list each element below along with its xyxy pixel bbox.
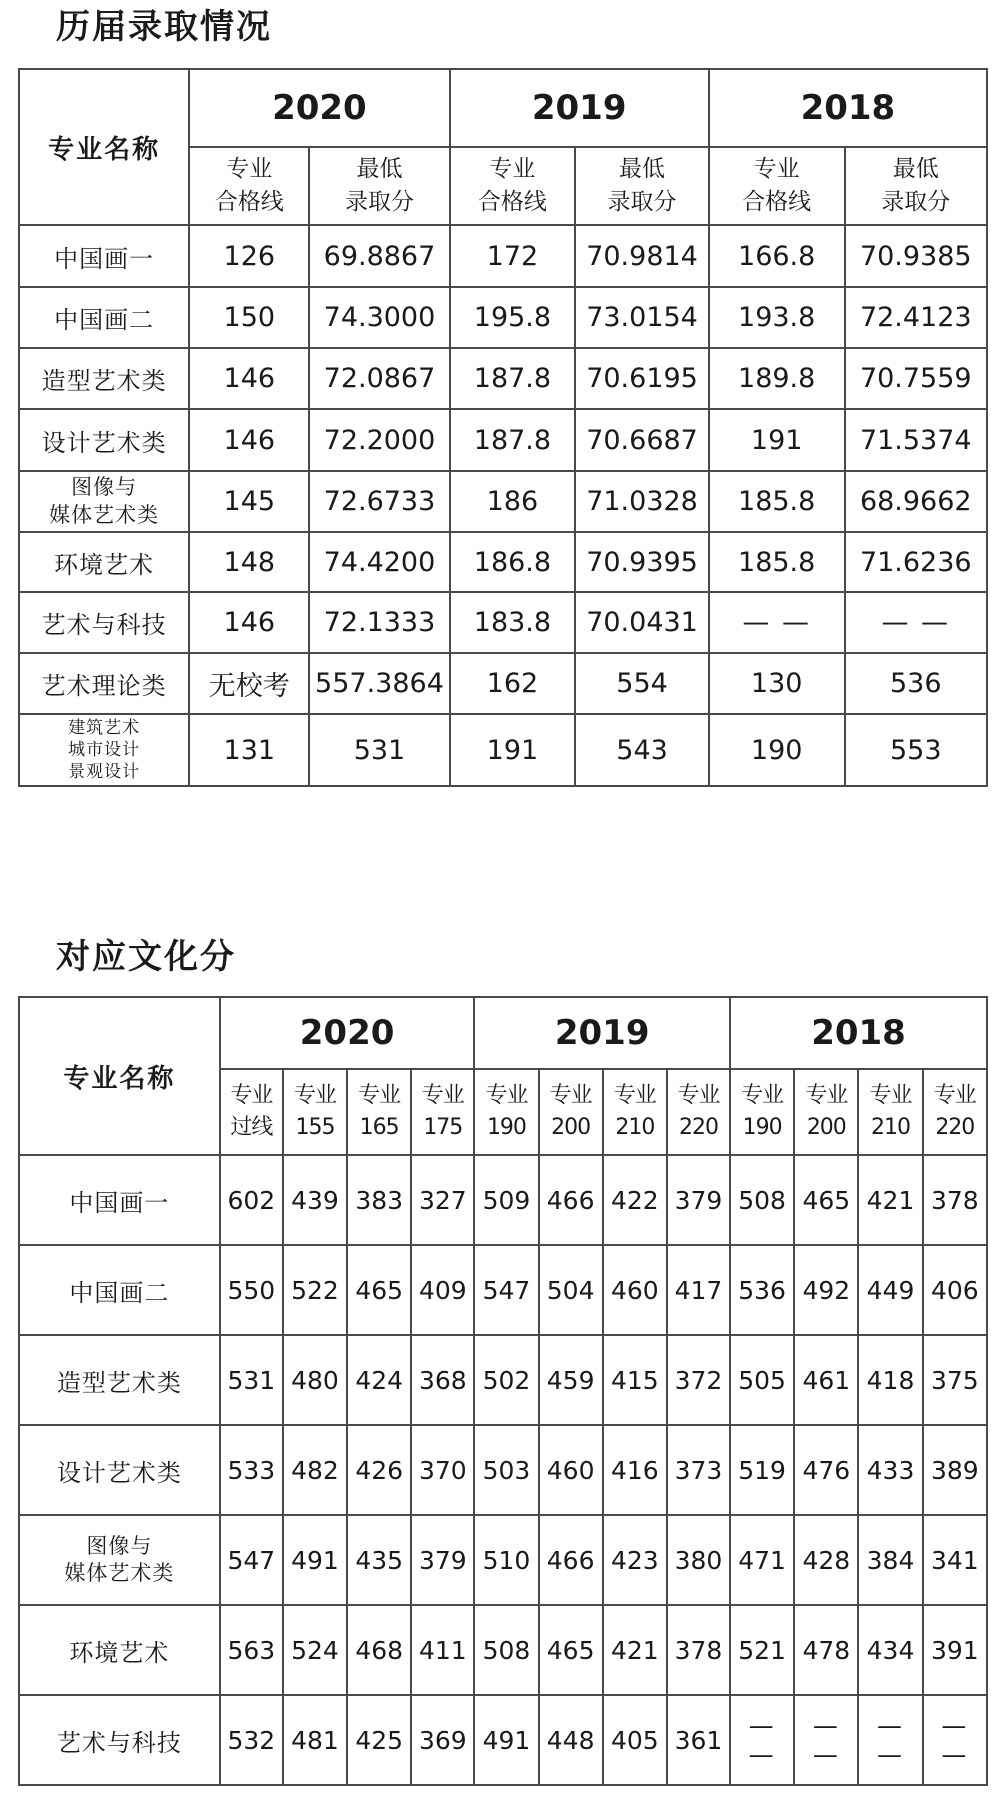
subheader-line: 专业 — [741, 1083, 784, 1109]
value-cell: 550 — [220, 1245, 283, 1335]
table-row — [19, 1515, 987, 1605]
value-cell: 465 — [347, 1245, 411, 1335]
subheader-cell — [603, 1069, 667, 1155]
value-cell: 508 — [474, 1605, 538, 1695]
value-cell: 383 — [347, 1155, 411, 1245]
value-cell: 146 — [189, 592, 309, 653]
value-cell: 166.8 — [709, 225, 845, 287]
subheader-cell — [539, 1069, 603, 1155]
value-cell: 70.6687 — [575, 409, 709, 471]
value-cell: — — — [794, 1695, 858, 1785]
subheader-line: 专业 — [805, 1083, 848, 1109]
value-cell: 465 — [794, 1155, 858, 1245]
subheader-line: 190 — [742, 1115, 782, 1140]
value-cell: — — — [923, 1695, 987, 1785]
row-name-cell — [19, 714, 189, 786]
row-name-line: 景观设计 — [68, 762, 141, 783]
value-cell: 146 — [189, 409, 309, 471]
table-row — [19, 532, 987, 592]
subheader-line: 155 — [295, 1115, 335, 1140]
value-cell: 341 — [923, 1515, 987, 1605]
table-row — [19, 653, 987, 714]
subheader-line: 专业 — [677, 1083, 720, 1109]
subheader-cell — [923, 1069, 987, 1155]
value-cell: 72.1333 — [309, 592, 449, 653]
subheader-line: 录取分 — [881, 189, 951, 215]
table-row — [19, 1425, 987, 1515]
subheader-line: 190 — [486, 1115, 526, 1140]
row-name-line: 中国画一 — [54, 244, 155, 273]
subheader-cell — [450, 147, 576, 225]
value-cell: 369 — [411, 1695, 474, 1785]
row-name-cell — [19, 471, 189, 532]
value-cell: 508 — [730, 1155, 794, 1245]
value-cell: 461 — [794, 1335, 858, 1425]
table-row — [19, 1695, 987, 1785]
value-cell: 492 — [794, 1245, 858, 1335]
value-cell: 547 — [220, 1515, 283, 1605]
value-cell: 183.8 — [450, 592, 576, 653]
value-cell: 379 — [411, 1515, 474, 1605]
value-cell: 480 — [283, 1335, 347, 1425]
value-cell: 185.8 — [709, 532, 845, 592]
value-cell: 434 — [858, 1605, 922, 1695]
subheader-line: 专业 — [230, 1083, 273, 1109]
subheader-cell — [220, 1069, 283, 1155]
value-cell: 72.2000 — [309, 409, 449, 471]
value-cell: 415 — [603, 1335, 667, 1425]
row-name-line: 中国画二 — [69, 1278, 170, 1307]
value-cell: 476 — [794, 1425, 858, 1515]
value-cell: 69.8867 — [309, 225, 449, 287]
value-cell: 70.7559 — [845, 348, 987, 409]
value-cell: 439 — [283, 1155, 347, 1245]
value-cell: 368 — [411, 1335, 474, 1425]
row-name-line: 造型艺术类 — [41, 367, 167, 395]
admission-history-table — [18, 68, 988, 787]
value-cell: 无校考 — [189, 653, 309, 714]
value-cell: 524 — [283, 1605, 347, 1695]
table-row — [19, 1245, 987, 1335]
value-cell: 74.4200 — [309, 532, 449, 592]
value-cell: 172 — [450, 225, 576, 287]
row-name-cell — [19, 1335, 220, 1425]
subheader-line: 专业 — [753, 155, 800, 182]
value-cell: 459 — [539, 1335, 603, 1425]
table-row — [19, 1605, 987, 1695]
value-cell: 519 — [730, 1425, 794, 1515]
subheader-line: 210 — [871, 1115, 911, 1140]
value-cell: 185.8 — [709, 471, 845, 532]
value-cell: 531 — [220, 1335, 283, 1425]
value-cell: 71.0328 — [575, 471, 709, 532]
value-cell: 471 — [730, 1515, 794, 1605]
year-header: 2019 — [450, 69, 709, 147]
value-cell: 411 — [411, 1605, 474, 1695]
value-cell: 536 — [845, 653, 987, 714]
value-cell: 421 — [858, 1155, 922, 1245]
subheader-line: 最低 — [356, 155, 403, 182]
admission-history-title: 历届录取情况 — [56, 7, 272, 47]
subheader-cell — [309, 147, 449, 225]
value-cell: 505 — [730, 1335, 794, 1425]
table-row — [19, 1155, 987, 1245]
subheader-line: 合格线 — [214, 189, 284, 215]
value-cell: 460 — [539, 1425, 603, 1515]
value-cell: 510 — [474, 1515, 538, 1605]
table-row — [19, 1335, 987, 1425]
value-cell: 70.9395 — [575, 532, 709, 592]
value-cell: 130 — [709, 653, 845, 714]
value-cell: 391 — [923, 1605, 987, 1695]
value-cell: 187.8 — [450, 409, 576, 471]
value-cell: 465 — [539, 1605, 603, 1695]
subheader-cell — [411, 1069, 474, 1155]
table-row — [19, 592, 987, 653]
subheader-line: 录取分 — [607, 189, 677, 215]
value-cell: 72.6733 — [309, 471, 449, 532]
row-name-line: 环境艺术 — [69, 1638, 170, 1667]
value-cell: 70.6195 — [575, 348, 709, 409]
value-cell: 478 — [794, 1605, 858, 1695]
subheader-line: 专业 — [933, 1083, 976, 1109]
value-cell: 406 — [923, 1245, 987, 1335]
value-cell: — — — [858, 1695, 922, 1785]
value-cell: 424 — [347, 1335, 411, 1425]
row-name-cell — [19, 409, 189, 471]
row-name-line: 建筑艺术 — [68, 717, 141, 738]
value-cell: 70.9814 — [575, 225, 709, 287]
subheader-cell — [794, 1069, 858, 1155]
value-cell: 187.8 — [450, 348, 576, 409]
value-cell: 553 — [845, 714, 987, 786]
subheader-line: 220 — [678, 1115, 718, 1140]
row-name-line: 图像与 — [86, 1533, 153, 1558]
row-name-line: 城市设计 — [68, 739, 141, 760]
value-cell: 70.0431 — [575, 592, 709, 653]
row-name-cell — [19, 287, 189, 348]
year-header: 2018 — [730, 997, 987, 1069]
value-cell: 372 — [667, 1335, 730, 1425]
value-cell: — — — [730, 1695, 794, 1785]
value-cell: 327 — [411, 1155, 474, 1245]
value-cell: 449 — [858, 1245, 922, 1335]
value-cell: 380 — [667, 1515, 730, 1605]
value-cell: — — — [709, 592, 845, 653]
subheader-cell — [347, 1069, 411, 1155]
row-name-line: 艺术与科技 — [41, 611, 167, 639]
value-cell: 481 — [283, 1695, 347, 1785]
row-name-cell — [19, 1155, 220, 1245]
table-row — [19, 225, 987, 287]
value-cell: 428 — [794, 1515, 858, 1605]
subheader-line: 录取分 — [344, 189, 414, 215]
subheader-line: 210 — [615, 1115, 655, 1140]
value-cell: 71.5374 — [845, 409, 987, 471]
value-cell: 186 — [450, 471, 576, 532]
culture-score-table — [18, 996, 988, 1786]
value-cell: 409 — [411, 1245, 474, 1335]
value-cell: 191 — [709, 409, 845, 471]
row-name-line: 造型艺术类 — [56, 1368, 182, 1397]
value-cell: 466 — [539, 1155, 603, 1245]
value-cell: 503 — [474, 1425, 538, 1515]
table-row — [19, 287, 987, 348]
value-cell: 131 — [189, 714, 309, 786]
row-name-line: 环境艺术 — [54, 550, 155, 579]
row-name-line: 图像与 — [71, 475, 138, 500]
subheader-line: 175 — [423, 1115, 463, 1140]
major-name-header: 专业名称 — [19, 69, 189, 225]
subheader-line: 专业 — [485, 1083, 528, 1109]
subheader-line: 合格线 — [477, 189, 547, 215]
year-header: 2020 — [189, 69, 449, 147]
subheader-line: 专业 — [358, 1083, 401, 1109]
row-name-cell — [19, 653, 189, 714]
row-name-line: 设计艺术类 — [41, 428, 167, 457]
value-cell: 361 — [667, 1695, 730, 1785]
value-cell: 557.3864 — [309, 653, 449, 714]
value-cell: 74.3000 — [309, 287, 449, 348]
value-cell: 150 — [189, 287, 309, 348]
value-cell: 448 — [539, 1695, 603, 1785]
value-cell: 416 — [603, 1425, 667, 1515]
value-cell: 68.9662 — [845, 471, 987, 532]
subheader-line: 专业 — [421, 1083, 464, 1109]
subheader-line: 合格线 — [742, 189, 812, 215]
value-cell: 370 — [411, 1425, 474, 1515]
value-cell: 384 — [858, 1515, 922, 1605]
major-name-header: 专业名称 — [19, 997, 220, 1155]
subheader-line: 专业 — [226, 155, 273, 182]
value-cell: 422 — [603, 1155, 667, 1245]
row-name-line: 艺术与科技 — [56, 1728, 182, 1757]
subheader-line: 专业 — [489, 155, 536, 182]
value-cell: 373 — [667, 1425, 730, 1515]
subheader-line: 最低 — [892, 155, 939, 182]
subheader-cell — [575, 147, 709, 225]
row-name-cell — [19, 1425, 220, 1515]
value-cell: 72.4123 — [845, 287, 987, 348]
row-name-cell — [19, 348, 189, 409]
value-cell: 146 — [189, 348, 309, 409]
value-cell: 460 — [603, 1245, 667, 1335]
value-cell: 189.8 — [709, 348, 845, 409]
row-name-cell — [19, 1245, 220, 1335]
value-cell: 378 — [667, 1605, 730, 1695]
row-name-cell — [19, 1515, 220, 1605]
subheader-line: 200 — [551, 1115, 591, 1140]
value-cell: 421 — [603, 1605, 667, 1695]
value-cell: 533 — [220, 1425, 283, 1515]
value-cell: 509 — [474, 1155, 538, 1245]
subheader-line: 最低 — [619, 155, 666, 182]
row-name-line: 媒体艺术类 — [64, 1561, 175, 1585]
subheader-line: 220 — [935, 1115, 975, 1140]
year-header: 2020 — [220, 997, 475, 1069]
value-cell: 543 — [575, 714, 709, 786]
value-cell: 195.8 — [450, 287, 576, 348]
value-cell: 375 — [923, 1335, 987, 1425]
value-cell: 191 — [450, 714, 576, 786]
value-cell: 148 — [189, 532, 309, 592]
value-cell: 532 — [220, 1695, 283, 1785]
value-cell: — — — [845, 592, 987, 653]
subheader-line: 165 — [359, 1115, 399, 1140]
subheader-cell — [845, 147, 987, 225]
subheader-cell — [189, 147, 309, 225]
value-cell: 536 — [730, 1245, 794, 1335]
value-cell: 389 — [923, 1425, 987, 1515]
subheader-line: 200 — [806, 1115, 846, 1140]
culture-score-title: 对应文化分 — [56, 937, 236, 977]
row-name-cell — [19, 532, 189, 592]
table-row — [19, 714, 987, 786]
row-name-line: 设计艺术类 — [56, 1458, 182, 1487]
value-cell: 73.0154 — [575, 287, 709, 348]
value-cell: 491 — [474, 1695, 538, 1785]
value-cell: 190 — [709, 714, 845, 786]
row-name-cell — [19, 225, 189, 287]
value-cell: 425 — [347, 1695, 411, 1785]
row-name-line: 艺术理论类 — [41, 672, 167, 700]
table-row — [19, 348, 987, 409]
table-row — [19, 471, 987, 532]
value-cell: 531 — [309, 714, 449, 786]
subheader-line: 专业 — [293, 1083, 336, 1109]
row-name-cell — [19, 1605, 220, 1695]
value-cell: 186.8 — [450, 532, 576, 592]
row-name-line: 媒体艺术类 — [49, 502, 160, 527]
value-cell: 466 — [539, 1515, 603, 1605]
subheader-line: 过线 — [230, 1115, 273, 1140]
value-cell: 379 — [667, 1155, 730, 1245]
subheader-line: 专业 — [613, 1083, 656, 1109]
value-cell: 405 — [603, 1695, 667, 1785]
value-cell: 193.8 — [709, 287, 845, 348]
value-cell: 502 — [474, 1335, 538, 1425]
value-cell: 547 — [474, 1245, 538, 1335]
subheader-line: 专业 — [869, 1083, 912, 1109]
subheader-cell — [474, 1069, 538, 1155]
value-cell: 418 — [858, 1335, 922, 1425]
value-cell: 378 — [923, 1155, 987, 1245]
value-cell: 435 — [347, 1515, 411, 1605]
subheader-line: 专业 — [549, 1083, 592, 1109]
value-cell: 468 — [347, 1605, 411, 1695]
year-header: 2018 — [709, 69, 987, 147]
subheader-cell — [709, 147, 845, 225]
value-cell: 162 — [450, 653, 576, 714]
value-cell: 522 — [283, 1245, 347, 1335]
value-cell: 491 — [283, 1515, 347, 1605]
value-cell: 433 — [858, 1425, 922, 1515]
value-cell: 563 — [220, 1605, 283, 1695]
subheader-cell — [667, 1069, 730, 1155]
value-cell: 417 — [667, 1245, 730, 1335]
value-cell: 72.0867 — [309, 348, 449, 409]
value-cell: 426 — [347, 1425, 411, 1515]
table-row — [19, 409, 987, 471]
value-cell: 602 — [220, 1155, 283, 1245]
value-cell: 71.6236 — [845, 532, 987, 592]
value-cell: 482 — [283, 1425, 347, 1515]
subheader-cell — [283, 1069, 347, 1155]
subheader-cell — [858, 1069, 922, 1155]
value-cell: 423 — [603, 1515, 667, 1605]
row-name-line: 中国画一 — [69, 1188, 170, 1217]
value-cell: 145 — [189, 471, 309, 532]
value-cell: 70.9385 — [845, 225, 987, 287]
value-cell: 521 — [730, 1605, 794, 1695]
row-name-cell — [19, 592, 189, 653]
row-name-cell — [19, 1695, 220, 1785]
value-cell: 504 — [539, 1245, 603, 1335]
row-name-line: 中国画二 — [54, 306, 155, 334]
subheader-cell — [730, 1069, 794, 1155]
value-cell: 554 — [575, 653, 709, 714]
year-header: 2019 — [474, 997, 730, 1069]
value-cell: 126 — [189, 225, 309, 287]
